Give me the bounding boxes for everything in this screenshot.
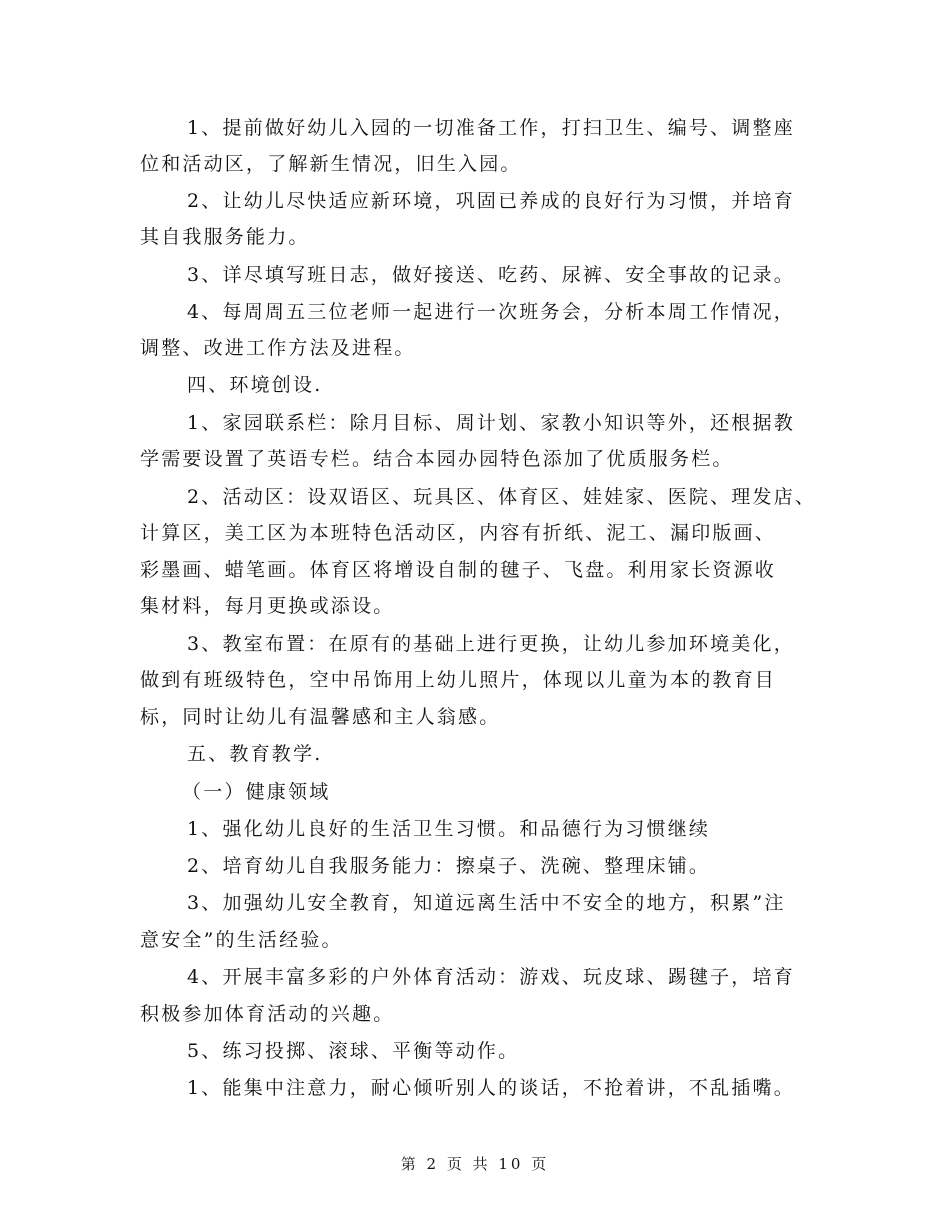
text-line: 彩墨画、蜡笔画。体育区将增设自制的毽子、飞盘。利用家长资源收 [140,559,777,581]
text-line: 5、练习投掷、滚球、平衡等动作。 [187,1040,520,1062]
text-line: 3、详尽填写班日志，做好接送、吃药、尿裤、安全事故的记录。 [187,264,795,286]
text-line: 积极参加体育活动的兴趣。 [140,1003,395,1025]
text-line: 1、能集中注意力，耐心倾听别人的谈话，不抢着讲，不乱插嘴。 [187,1077,795,1099]
subsection-heading: （一）健康领域 [182,781,331,803]
text-line: 其自我服务能力。 [140,226,310,248]
section-heading: 四、环境创设. [187,374,323,396]
text-line: 2、活动区：设双语区、玩具区、体育区、娃娃家、医院、理发店、 [187,486,817,508]
text-line: 1、提前做好幼儿入园的一切准备工作，打扫卫生、编号、调整座 [187,117,795,139]
text-line: 3、教室布置：在原有的基础上进行更换，让幼儿参加环境美化， [187,633,795,655]
section-heading: 五、教育教学. [187,743,323,765]
text-line: 位和活动区，了解新生情况，旧生入园。 [140,153,522,175]
text-line: 调整、改进工作方法及进程。 [140,337,416,359]
text-line: 2、培育幼儿自我服务能力：擦桌子、洗碗、整理床铺。 [187,855,711,877]
text-line: 4、每周周五三位老师一起进行一次班务会，分析本周工作情况， [187,301,795,323]
text-line: 学需要设置了英语专栏。结合本园办园特色添加了优质服务栏。 [140,448,734,470]
text-line: 1、家园联系栏：除月目标、周计划、家教小知识等外，还根据教 [187,412,795,434]
page-number: 第 2 页 共 10 页 [400,1155,550,1173]
text-line: 标，同时让幼儿有温馨感和主人翁感。 [140,706,501,728]
text-line: 集材料，每月更换或添设。 [140,595,395,617]
text-line: 4、开展丰富多彩的户外体育活动：游戏、玩皮球、踢毽子，培育 [187,966,795,988]
text-line: 2、让幼儿尽快适应新环境，巩固已养成的良好行为习惯，并培育 [187,190,795,212]
text-line: 计算区，美工区为本班特色活动区，内容有折纸、泥工、漏印版画、 [140,522,777,544]
text-line: 做到有班级特色，空中吊饰用上幼儿照片，体现以儿童为本的教育目 [140,669,777,691]
text-line: 1、强化幼儿良好的生活卫生习惯。和品德行为习惯继续 [187,818,711,840]
text-line: 3、加强幼儿安全教育，知道远离生活中不安全的地方，积累”注 [187,892,786,914]
text-line: 意安全”的生活经验。 [140,929,343,951]
